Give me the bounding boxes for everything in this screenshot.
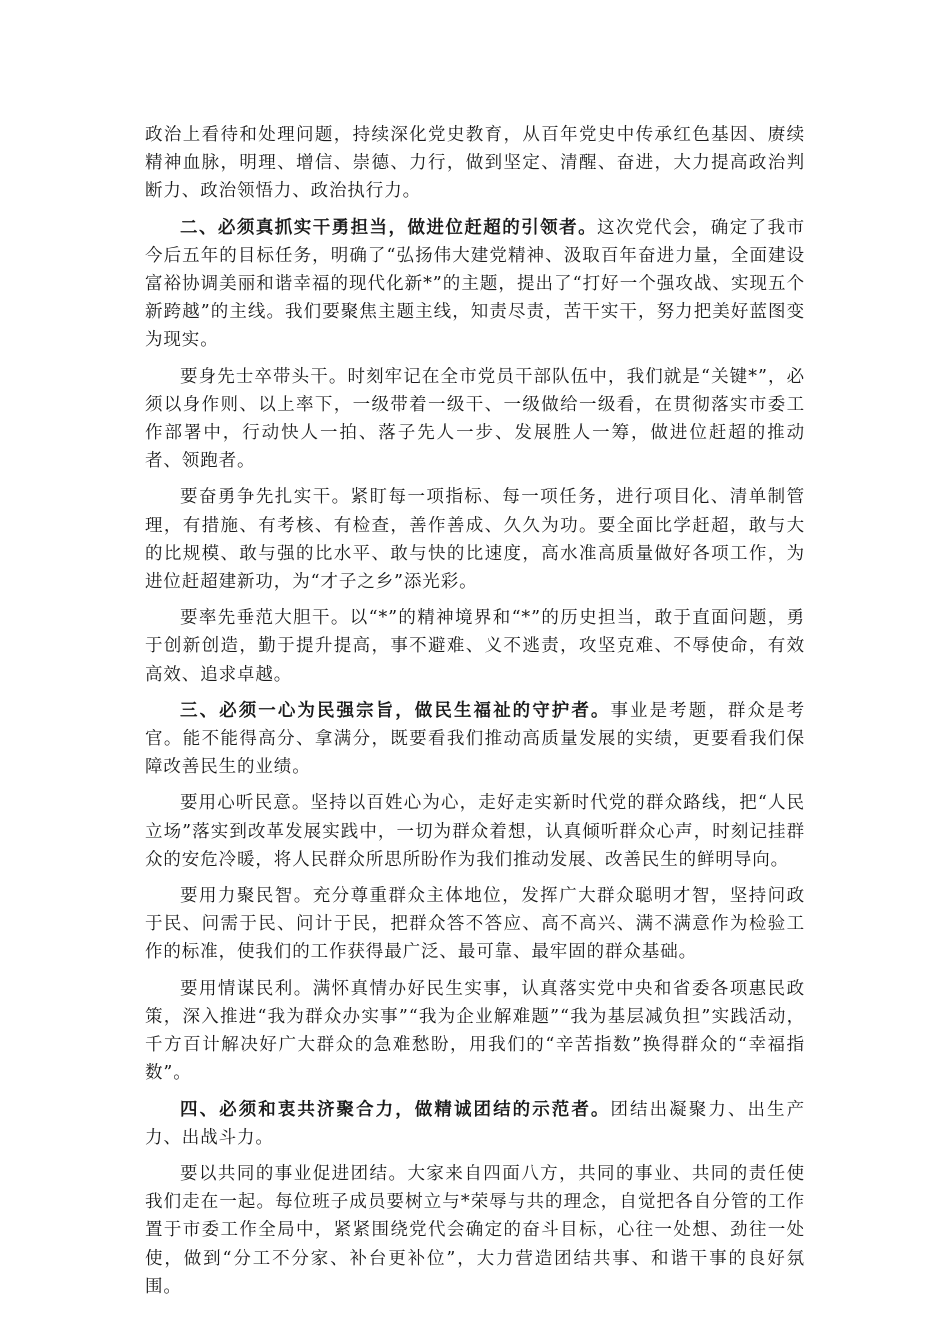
paragraph-text: 要用心听民意。坚持以百姓心为心，走好走实新时代党的群众路线，把“人民立场”落实到改革发展实践中，一切为群众着想，认真倾听群众心声，时刻记挂群众的安危冷暖，将人民群众所思所盼作为我们推动发展、改善民生的鲜明导向。 <box>145 793 805 870</box>
paragraph-9 <box>145 975 805 1088</box>
paragraph-4 <box>145 483 805 596</box>
section-four-paragraph <box>145 1096 805 1152</box>
section-three-paragraph <box>145 697 805 782</box>
section-three-heading: 三、必须一心为民强宗旨，做民生福祉的守护者。 <box>180 700 611 721</box>
paragraph-text: 事业是考题，群众是考官。能不能得高分、拿满分，既要看我们推动高质量发展的实绩，更要看我们保障改善民生的业绩。 <box>145 700 805 778</box>
paragraph-text: 团结出凝聚力、出生产力、出战斗力。 <box>145 1099 805 1148</box>
paragraph-text: 要以共同的事业促进团结。大家来自四面八方，共同的事业、共同的责任使我们走在一起。每位班子成员要树立与*荣辱与共的理念，自觉把各自分管的工作置于市委工作全局中，紧紧围绕党代会确定的奋斗目标，心往一处想、劲往一处使，做到“分工不分家、补台更补位”，大力营造团结共事、和谐干事的良好氛围。 <box>145 1163 805 1297</box>
paragraph-text: 这次党代会，确定了我市今后五年的目标任务，明确了“弘扬伟大建党精神、汲取百年奋进力量，全面建设富裕协调美丽和谐幸福的现代化新*”的主题，提出了“打好一个强攻战、实现五个新跨越”的主线。我们要聚焦主题主线，知责尽责，苦干实干，努力把美好蓝图变为现实。 <box>145 217 805 351</box>
paragraph-text: 要率先垂范大胆干。以“*”的精神境界和“*”的历史担当，敢于直面问题，勇于创新创造，勤于提升提高，事不避难、义不逃责，攻坚克难、不辱使命，有效高效、追求卓越。 <box>145 608 805 685</box>
paragraph-text: 政治上看待和处理问题，持续深化党史教育，从百年党史中传承红色基因、赓续精神血脉，明理、增信、崇德、力行，做到坚定、清醒、奋进，大力提高政治判断力、政治领悟力、政治执行力。 <box>145 125 805 202</box>
paragraph-5 <box>145 604 805 689</box>
paragraph-1 <box>145 121 805 206</box>
paragraph-text: 要用力聚民智。充分尊重群众主体地位，发挥广大群众聪明才智，坚持问政于民、问需于民、问计于民，把群众答不答应、高不高兴、满不满意作为检验工作的标准，使我们的工作获得最广泛、最可靠、最牢固的群众基础。 <box>145 886 805 963</box>
document-body <box>145 121 805 1309</box>
paragraph-text: 要奋勇争先扎实干。紧盯每一项指标、每一项任务，进行项目化、清单制管理，有措施、有考核、有检查，善作善成、久久为功。要全面比学赶超，敢与大的比规模、敢与强的比水平、敢与快的比速度，高水准高质量做好各项工作，为进位赶超建新功，为“才子之乡”添光彩。 <box>145 487 805 593</box>
paragraph-7 <box>145 789 805 874</box>
paragraph-text: 要身先士卒带头干。时刻牢记在全市党员干部队伍中，我们就是“关键*”，必须以身作则、以上率下，一级带着一级干、一级做给一级看，在贯彻落实市委工作部署中，行动快人一拍、落子先人一步、发展胜人一筹，做进位赶超的推动者、领跑者。 <box>145 366 805 472</box>
paragraph-11 <box>145 1160 805 1301</box>
section-four-heading: 四、必须和衷共济聚合力，做精诚团结的示范者。 <box>180 1099 611 1120</box>
paragraph-text: 要用情谋民利。满怀真情办好民生实事，认真落实党中央和省委各项惠民政策，深入推进“我为群众办实事”“我为企业解难题”“我为基层减负担”实践活动，千方百计解决好广大群众的急难愁盼，用我们的“辛苦指数”换得群众的“幸福指数”。 <box>145 978 805 1084</box>
paragraph-8 <box>145 882 805 967</box>
section-two-heading: 二、必须真抓实干勇担当，做进位赶超的引领者。 <box>180 217 598 238</box>
paragraph-3 <box>145 363 805 476</box>
section-two-paragraph <box>145 214 805 355</box>
